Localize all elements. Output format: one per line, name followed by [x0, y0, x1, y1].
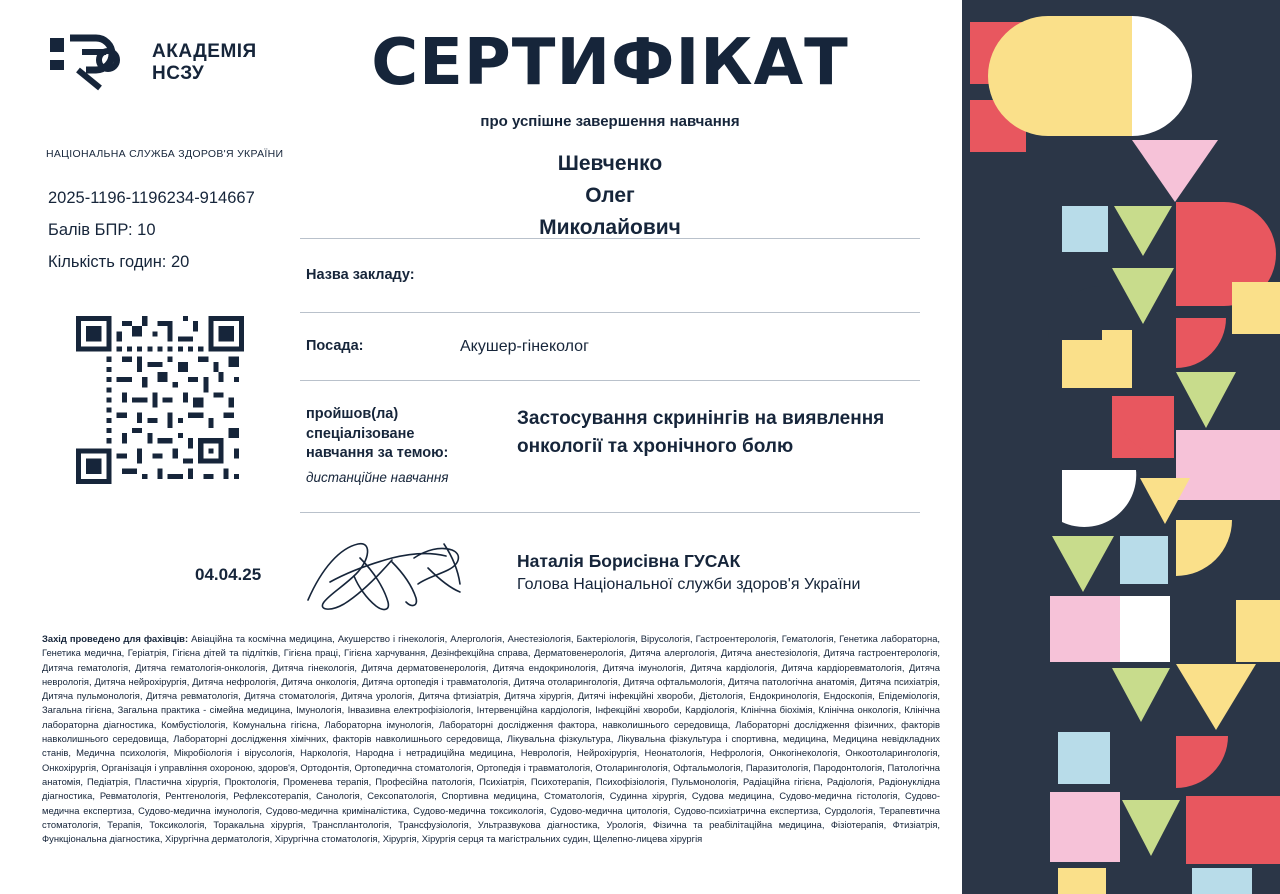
learning-format-note: дистанційне навчання: [306, 470, 449, 485]
issue-date: 04.04.25: [195, 565, 262, 584]
divider-line-3: [300, 380, 920, 381]
specialties-list: Авіаційна та космічна медицина, Акушерство і гінекологія, Алергологія, Анестезіологія, Бактеріологія, Вірусологія, Гастроентерологія, Гематологія, Генетика лабораторна, Генетика медична, Геріатрія, Гігієна дітей та підлітків, Гігієна праці, Гігієна харчування, Дезінфекційна справа, Дерматовенерологія, Дитяча алергологія, Дитяча анестезіологія, Дитяча гастроентерологія, Дитяча гематологія, Дитяча гематологія-онкологія, Дитяча гінекологія, Дитяча дерматовенерологія, Дитяча ендокринологія, Дитяча імунологія, Дитяча кардіологія, Дитяча кардіоревматологія, Дитяча неврологія, Дитяча нейрохірургія, Дитяча нефрологія, Дитяча онкологія, Дитяча ортопедія і травматологія, Дитяча отоларингологія, Дитяча офтальмологія, Дитяча патологічна анатомія, Дитяча психіатрія, Дитяча пульмонологія, Дитяча ревматологія, Дитяча стоматологія, Дитяча урологія, Дитяча фтизіатрія, Дитяча хірургія, Дитячі інфекційні хвороби, Дієтологія, Ендокринологія, Ендоскопія, Епідеміологія, Загальна гігієна, Загальна практика - сімейна медицина, Імунологія, Інвазивна електрофізіологія, Інтервенційна кардіологія, Інфекційні хвороби, Кардіологія, Клінічна біохімія, Клінічна онкологія, Клінічна лабораторна діагностика, Комбустіологія, Комунальна гігієна, Лабораторна імунологія, Лабораторні дослідження фактора, навколишнього середовища, Лабораторні дослідження фізичних, факторів навколишнього середовища, Лабораторні дослідження хімічних, факторів навколишнього середовища, Лікувальна фізкультура, Лікувальна фізкультура і спортивна, медицина, Медицина невідкладних станів, Медична психологія, Мікробіологія і вірусологія, Наркологія, Народна і нетрадиційна медицина, Неврологія, Нейрохірургія, Неонатологія, Нефрологія, Онкогінекологія, Онкоотоларингологія, Онкохірургія, Організація і управління охороною, здоров'я, Ортодонтія, Ортопедична стоматологія, Ортопедія і травматологія, Отоларингологія, Офтальмологія, Паразитологія, Пародонтологія, Патологічна анатомія, Педіатрія, Пластична хірургія, Проктологія, Променева терапія, Професійна патологія, Психіатрія, Психотерапія, Психофізіологія, Пульмонологія, Радіаційна гігієна, Радіологія, Радіонуклідна діагностика, Ревматологія, Рентгенологія, Рефлексотерапія, Санологія, Сексопатологія, Спортивна медицина, Стоматологія, Судинна хірургія, Судова медицина, Судово-медична гістологія, Судово-медична експертиза, Судово-медична імунологія, Судово-медична криміналістика, Судово-медична токсикологія, Судово-медична цитологія, Судово-психіатрична експертиза, Сурдологія, Терапевтична стоматологія, Терапія, Токсикологія, Торакальна хірургія, Трансплантологія, Трансфузіологія, Ультразвукова діагностика, Урологія, Фізична та реабілітаційна медицина, Фізіотерапія, Фтизіатрія, Функціональна діагностика, Хірургічна дерматологія, Хірургічна стоматологія, Хірургія, Хірургія серця та магістральних судин, Щелепно-лицева хірургія: [42, 633, 941, 845]
recipient-first-name: Олег: [585, 183, 635, 207]
page-subtitle: про успішне завершення навчання: [480, 113, 740, 130]
specialties-lead: Захід проведено для фахівців:: [42, 633, 189, 644]
signatory-role: Голова Національної служби здоров'я України: [517, 576, 861, 593]
qr-code: [76, 316, 244, 484]
hours-count: Кількість годин: 20: [48, 253, 190, 272]
recipient-last-name: Шевченко: [557, 152, 663, 175]
signature-image: [300, 528, 490, 623]
academy-logo: [48, 30, 257, 96]
page-title: СЕРТИФІКАТ: [371, 26, 849, 100]
organization-name: НАЦІОНАЛЬНА СЛУЖБА ЗДОРОВ'Я УКРАЇНИ: [46, 148, 284, 160]
institution-label: Назва закладу:: [306, 267, 415, 283]
nszu-logo-icon: [48, 30, 140, 96]
signatory-name: Наталія Борисівна ГУСАК: [517, 551, 741, 571]
logo-line-2: НСЗУ: [152, 63, 205, 84]
logo-line-1: АКАДЕМІЯ: [152, 41, 257, 63]
divider-line-2: [300, 312, 920, 313]
passed-training-label-line-2: спеціалізоване: [306, 425, 415, 442]
recipient-name: [300, 148, 920, 244]
passed-training-label-line-3: навчання за темою:: [306, 445, 449, 462]
specialties-footer: [42, 632, 940, 846]
divider-line-4: [300, 512, 920, 513]
topic-value: Застосування скринінгів на виявлення онкології та хронічного болю: [517, 408, 885, 457]
decorative-panel: [962, 0, 1280, 894]
passed-training-label: [306, 405, 448, 464]
certificate-number: 2025-1196-1196234-914667: [48, 189, 255, 207]
academy-logo-text: [152, 41, 257, 85]
passed-training-label-line-1: пройшов(ла): [306, 406, 399, 422]
divider-line-1: [300, 238, 920, 239]
recipient-patronymic: Миколайович: [539, 215, 681, 239]
bpr-points: Балів БПР: 10: [48, 221, 156, 240]
position-value: Акушер-гінеколог: [460, 338, 589, 355]
position-label: Посада:: [306, 338, 364, 354]
certificate-meta: [48, 182, 255, 279]
